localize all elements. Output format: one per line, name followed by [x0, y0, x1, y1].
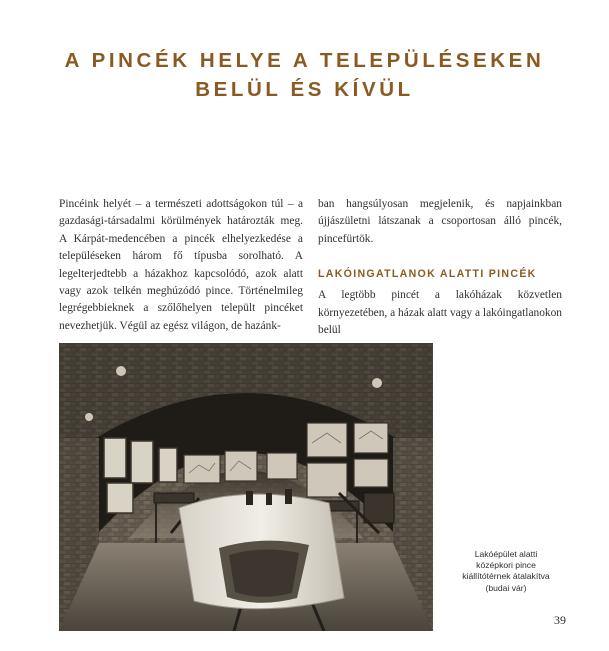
page-title-line-2: BELÜL ÉS KÍVÜL [195, 78, 414, 101]
vaulted-cellar-exhibition-photo [59, 343, 433, 631]
caption-line-4: (budai vár) [485, 582, 527, 593]
caption-line-1: Lakóépület alatti [474, 549, 538, 559]
page-title-line-1: A PINCÉK HELYE A TELEPÜLÉSEKEN [64, 49, 545, 72]
photo-caption [452, 549, 560, 594]
page-number: 39 [554, 613, 566, 627]
section-subheading: LAKÓINGATLANOK ALATTI PINCÉK [318, 268, 537, 281]
left-column [59, 196, 303, 335]
left-paragraph-1: Pincéink helyét – a természeti adottságokon túl – a gazdasági-társadalmi körülmények határozták meg. A Kárpát-medencében a pincék elhelyezkedése a településeken három fő típusba sorolható. A legelterjedtebb a házakhoz kapcsolódó, azok alatt vagy azok telkén meghúzódó pince. Történelmileg legrégebbieknek a szőlőhelyen települt pincéket nevezhetjük. Végül az egész világon, de hazánk- [59, 198, 303, 332]
page-title [0, 46, 609, 104]
right-paragraph-1: ban hangsúlyosan megjelenik, és napjainkban újjászületni látszanak a csoportosan álló pincék, pincefürtök. [318, 198, 562, 245]
caption-line-3: kiállítótérnek átalakítva [462, 571, 550, 582]
right-column [318, 196, 562, 339]
caption-line-2: középkori pince [476, 560, 536, 571]
right-paragraph-2: A legtöbb pincét a lakóházak közvetlen környezetében, a házak alatt vagy a lakóingatlanokon belül [318, 289, 562, 337]
